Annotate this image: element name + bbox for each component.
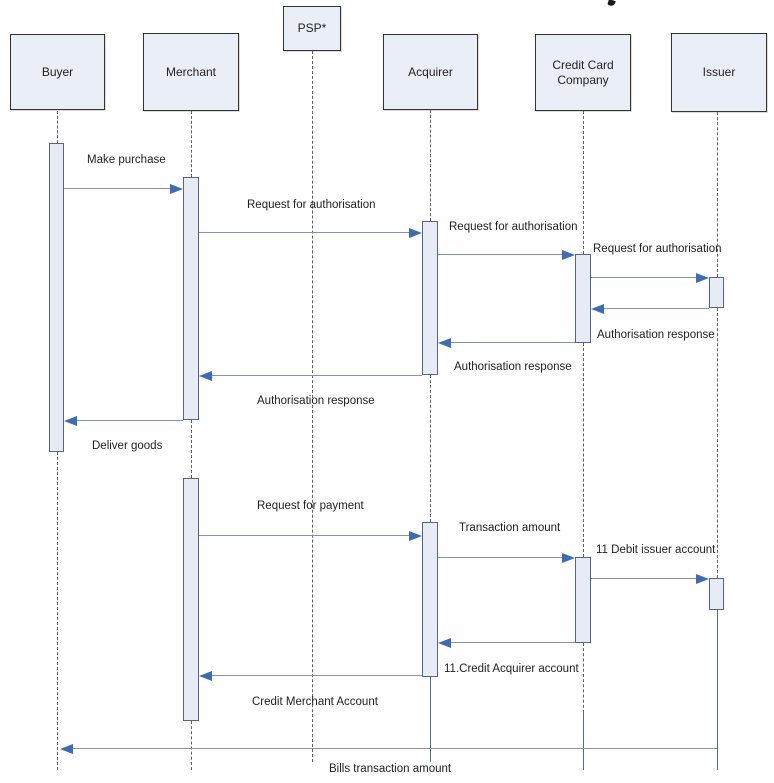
arrowhead-icon [409,228,422,238]
message-label-credit-merchant-account: Credit Merchant Account [252,696,378,708]
actor-label-issuer: Issuer [702,65,736,79]
arrow-bills-transaction-amount [73,748,717,749]
activation-merchant-1 [183,177,199,420]
arrowhead-icon [60,744,73,754]
actor-label-credit-card-company: Credit Card Company [552,57,614,87]
lifeline-credit-card-company [583,111,584,254]
actor-box-merchant [143,33,239,111]
actor-box-credit-card-company [535,34,631,111]
lifeline-acquirer [430,375,431,522]
arrowhead-icon [696,574,709,584]
arrow-authorisation-response-3 [212,375,422,376]
lifeline-credit-card-company [583,643,584,713]
lifeline-credit-card-company [583,343,584,557]
arrowhead-icon [591,304,604,314]
activation-acquirer-2 [422,522,438,677]
lifeline-merchant [191,111,192,177]
arrow-credit-merchant-account [212,675,422,676]
arrowhead-icon [438,338,451,348]
activation-issuer-2 [709,578,724,610]
message-label-transaction-amount: Transaction amount [459,522,561,534]
actor-box-buyer [10,34,105,110]
lifeline-acquirer [430,677,431,762]
arrow-debit-issuer-account [591,578,696,579]
activation-issuer-1 [709,277,724,308]
lifeline-issuer [717,308,718,578]
message-label-request-authorisation-2: Request for authorisation [449,221,578,233]
message-label-make-purchase: Make purchase [87,154,166,166]
message-label-authorisation-response-2: Authorisation response [454,361,572,373]
arrowhead-icon [696,273,709,283]
lifeline-buyer [57,111,58,143]
message-label-debit-issuer-account: 11 Debit issuer account [596,544,716,556]
arrow-request-authorisation-3 [591,277,696,278]
activation-merchant-2 [183,478,199,721]
message-label-authorisation-response-3: Authorisation response [257,395,375,407]
actor-label-merchant: Merchant [165,64,217,79]
actor-box-issuer [671,33,767,112]
arrowhead-icon [562,553,575,563]
actor-box-psp [283,6,341,51]
activation-buyer [49,143,64,452]
arrow-credit-acquirer-account [451,642,575,643]
arrowhead-icon [409,531,422,541]
lifeline-merchant [191,721,192,770]
lifeline-credit-card-company [583,713,584,770]
message-label-deliver-goods: Deliver goods [92,440,163,452]
arrowhead-icon [170,184,183,194]
arrowhead-icon [64,416,77,426]
message-label-bills-transaction-amount: Bills transaction amount [329,763,452,775]
arrow-transaction-amount [438,557,562,558]
arrow-request-payment [199,535,409,536]
message-label-request-authorisation-3: Request for authorisation [593,243,722,255]
activation-acquirer-1 [422,221,438,375]
lifeline-merchant [191,420,192,478]
actor-box-acquirer [383,34,478,110]
cropped-title-remnant [607,0,616,7]
lifeline-buyer [57,452,58,770]
arrow-authorisation-response-1 [604,308,709,309]
message-label-request-authorisation-1: Request for authorisation [247,199,376,211]
lifeline-issuer [717,610,718,770]
arrow-make-purchase [64,188,170,189]
lifeline-acquirer [430,110,431,221]
arrow-deliver-goods [77,420,183,421]
arrow-authorisation-response-2 [451,342,575,343]
actor-label-buyer: Buyer [41,64,74,79]
arrowhead-icon [562,250,575,260]
actor-label-acquirer: Acquirer [408,64,453,79]
arrowhead-icon [199,671,212,681]
activation-credit-card-company-1 [575,254,591,343]
arrow-request-authorisation-2 [438,254,562,255]
message-label-authorisation-response-1: Authorisation response [597,329,715,341]
actor-label-psp: PSP* [297,21,327,35]
arrowhead-icon [199,371,212,381]
message-label-request-payment: Request for payment [257,500,364,512]
activation-credit-card-company-2 [575,557,591,643]
message-label-credit-acquirer-account: 11.Credit Acquirer account [444,663,579,675]
arrowhead-icon [438,638,451,648]
arrow-request-authorisation-1 [199,232,409,233]
